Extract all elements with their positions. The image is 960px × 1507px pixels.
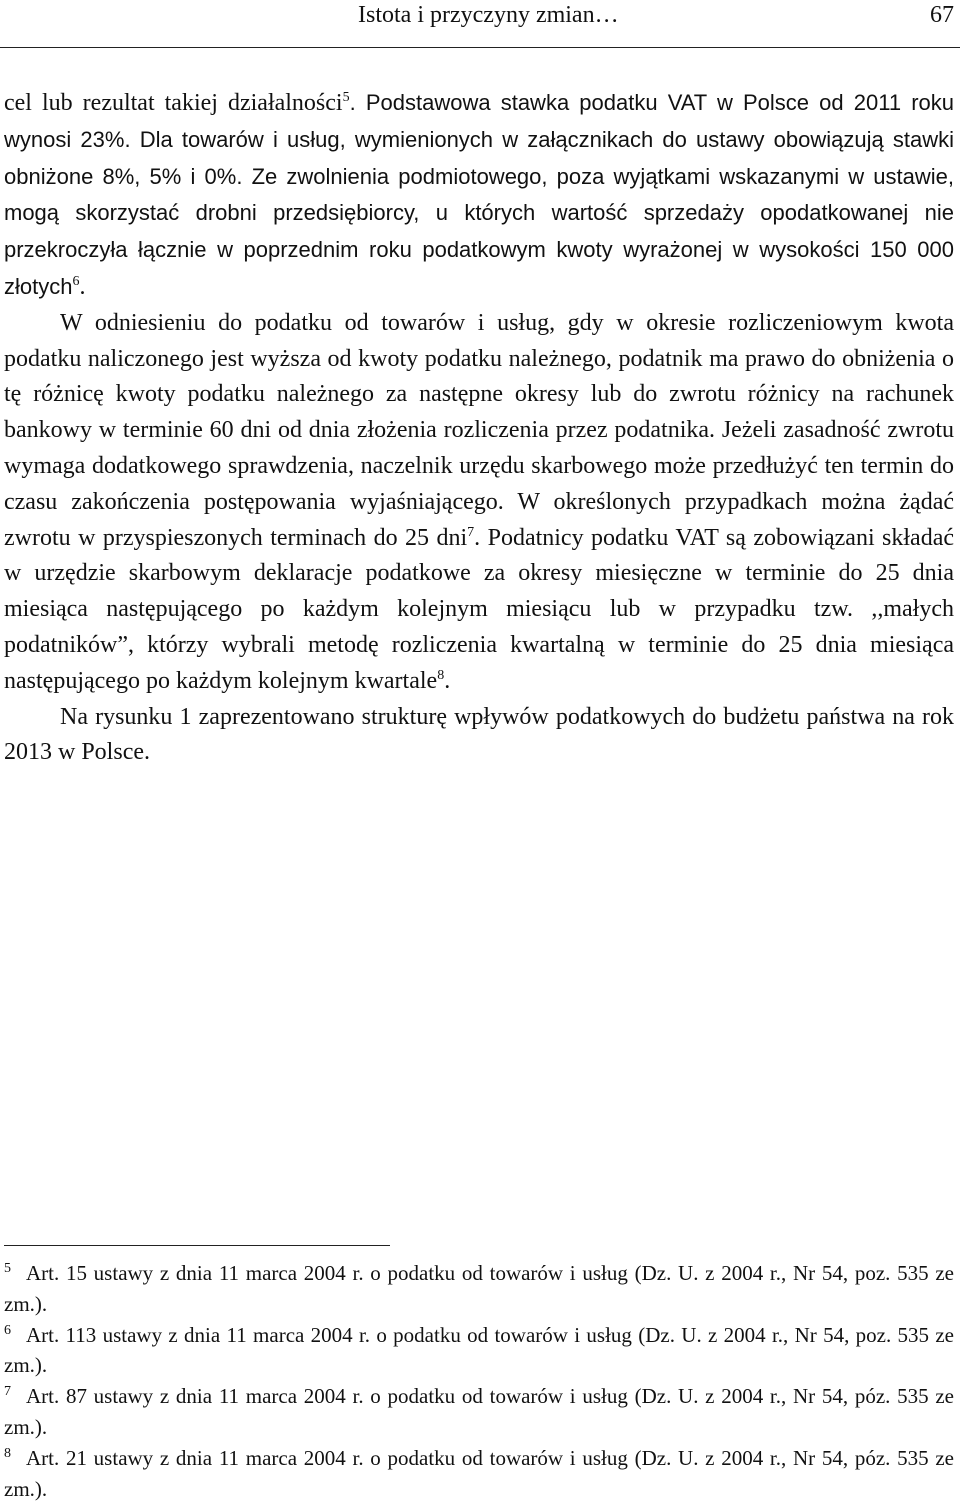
footnote-ref-5[interactable]: 5 <box>342 90 350 105</box>
paragraph-text: W odniesieniu do podatku od towarów i usług, gdy w okresie rozliczeniowym kwota podatku naliczonego jest wyższa od kwoty podatku należnego, podatnik ma prawo do obniżenia o tę różnicę kwoty podatku należnego za następne okresy lub do zwrotu różnicy na rachunek bankowy w terminie 60 dni od dnia złożenia rozliczenia przez podatnika. Jeżeli zasadność zwrotu wymaga dodatkowego sprawdzenia, naczelnik urzędu skarbowego może przedłużyć ten termin do czasu zakończenia postępowania wyjaśniającego. W określonych przypadkach można żądać zwrotu w przyspieszonych terminach do 25 dni <box>4 309 954 551</box>
footnote-ref-7[interactable]: 7 <box>467 524 475 540</box>
paragraph-vat-refund <box>4 306 954 700</box>
paragraph-text: . Podstawowa stawka podatku VAT w Polsce od 2011 roku wynosi 23%. Dla towarów i usług, wymienionych w załącznikach do ustawy obowiązują stawki obniżone 8%, 5% i 0%. Ze zwolnienia podmiotowego, poza wyjątkami wskazanymi w ustawie, mogą skorzystać drobni przedsiębiorcy, u których wartość sprzedaży opodatkowanej nie przekroczyła łącznie w poprzednim roku podatkowym kwoty wyrażonej w wysokości 150 000 złotych <box>4 90 954 299</box>
running-header <box>0 0 960 48</box>
footnote-text: Art. 15 ustawy z dnia 11 marca 2004 r. o podatku od towarów i usług (Dz. U. z 2004 r., Nr 54, poz. 535 ze zm.). <box>4 1261 954 1316</box>
footnotes <box>4 1258 954 1504</box>
footnote-6: 6 Art. 113 ustawy z dnia 11 marca 2004 r. o podatku od towarów i usług (Dz. U. z 2004 r., Nr 54, poz. 535 ze zm.). <box>4 1322 954 1378</box>
paragraph-vat-rates <box>4 85 954 306</box>
paragraph-text: . <box>444 667 451 694</box>
running-title: Istota i przyczyny zmian… <box>358 2 619 28</box>
footnote-text: Art. 87 ustawy z dnia 11 marca 2004 r. o podatku od towarów i usług (Dz. U. z 2004 r., Nr 54, póz. 535 ze zm.). <box>4 1384 954 1439</box>
footnote-7: 7 Art. 87 ustawy z dnia 11 marca 2004 r. o podatku od towarów i usług (Dz. U. z 2004 r., Nr 54, póz. 535 ze zm.). <box>4 1384 954 1439</box>
main-text <box>4 85 954 771</box>
paragraph-figure-intro: Na rysunku 1 zaprezentowano strukturę wpływów podatkowych do budżetu państwa na rok 2013 w Polsce. <box>4 703 954 766</box>
footnote-text: Art. 21 ustawy z dnia 11 marca 2004 r. o podatku od towarów i usług (Dz. U. z 2004 r., Nr 54, póz. 535 ze zm.). <box>4 1445 954 1501</box>
paragraph-text: . Podatnicy podatku VAT są zobowiązani składać w urzędzie skarbowym deklaracje podatkowe za okresy miesięczne w terminie do 25 dnia miesiąca następującego po każdym kolejnym miesiącu lub w przypadku tzw. ,,małych podatników”, którzy wybrali metodę rozliczenia kwartalną w terminie do 25 dnia miesiąca następującego po każdym kolejnym kwartale <box>4 524 955 694</box>
paragraph-text: cel lub rezultat takiej działalności <box>4 90 343 116</box>
footnote-ref-6[interactable]: 6 <box>72 273 80 289</box>
page-number: 67 <box>930 2 954 28</box>
footnote-text: Art. 113 ustawy z dnia 11 marca 2004 r. o podatku od towarów i usług (Dz. U. z 2004 r., Nr 54, poz. 535 ze zm.). <box>4 1322 954 1378</box>
footnote-separator <box>4 1245 390 1246</box>
footnote-5: 5 Art. 15 ustawy z dnia 11 marca 2004 r. o podatku od towarów i usług (Dz. U. z 2004 r., Nr 54, poz. 535 ze zm.). <box>4 1261 954 1316</box>
footnote-ref-8[interactable]: 8 <box>437 667 445 683</box>
paragraph-text: . <box>79 273 86 300</box>
footnote-8: 8 Art. 21 ustawy z dnia 11 marca 2004 r. o podatku od towarów i usług (Dz. U. z 2004 r., Nr 54, póz. 535 ze zm.). <box>4 1445 954 1501</box>
